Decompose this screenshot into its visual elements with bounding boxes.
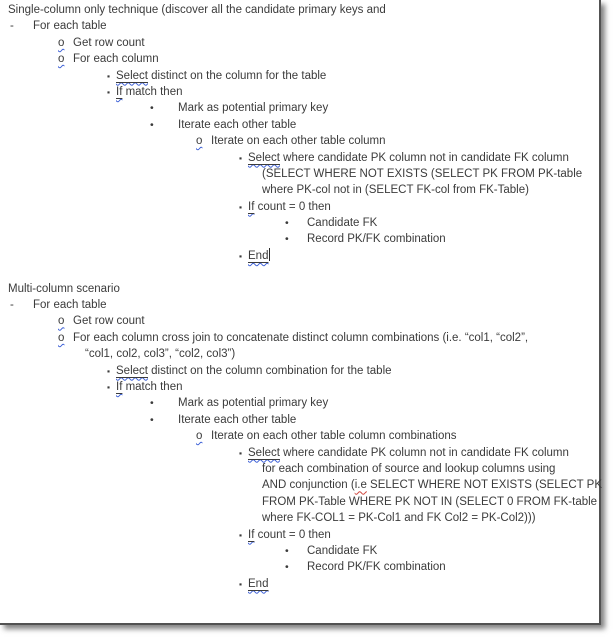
text-run: where candidate PK column not in candidate FK column: [279, 151, 569, 164]
text-run: Iterate each other table: [178, 413, 297, 426]
list-item[interactable]: [0, 395, 599, 411]
list-item[interactable]: [0, 330, 599, 346]
circle-bullet-icon: o: [58, 315, 65, 328]
keyword-text: If: [116, 380, 123, 393]
list-item[interactable]: [0, 576, 599, 592]
disc-bullet-icon: •: [285, 233, 289, 246]
underlined-keyword: [248, 447, 280, 459]
square-bullet-icon: ▪: [239, 578, 243, 589]
text-run: Iterate each other table: [178, 118, 297, 131]
disc-bullet-icon: •: [285, 561, 289, 574]
text-run: For each column: [73, 53, 159, 66]
dash-bullet-icon: -: [10, 299, 14, 312]
text-run: where candidate PK column not in candidate FK column: [279, 446, 569, 459]
circle-bullet-icon: o: [58, 36, 65, 49]
circle-bullet-icon: o: [58, 331, 65, 344]
text-run: match then: [122, 380, 183, 393]
text-run: Candidate FK: [307, 544, 378, 557]
square-bullet-icon: ▪: [239, 201, 243, 212]
text-run: Get row count: [73, 315, 145, 328]
disc-bullet-icon: •: [150, 118, 154, 131]
keyword-text: Select: [116, 69, 148, 82]
circle-bullet-icon: o: [196, 135, 203, 148]
square-bullet-icon: ▪: [239, 529, 243, 540]
underlined-keyword: [116, 70, 148, 82]
list-item[interactable]: [0, 543, 599, 559]
list-item[interactable]: [0, 35, 599, 51]
dash-bullet-icon: -: [10, 20, 14, 33]
list-item[interactable]: [0, 51, 599, 67]
misspelled-text: i.e: [354, 479, 367, 492]
text-run: where FK-COL1 = PK-Col1 and FK Col2 = PK-Col2))): [262, 512, 536, 525]
wrapped-text-line[interactable]: [0, 477, 603, 493]
text-run: Multi-column scenario: [8, 282, 120, 295]
disc-bullet-icon: •: [285, 544, 289, 557]
disc-bullet-icon: •: [150, 397, 154, 410]
text-run: count = 0 then: [254, 528, 331, 541]
text-run: Candidate FK: [307, 217, 378, 230]
list-item[interactable]: [0, 133, 599, 149]
text-run: SELECT WHERE NOT EXISTS (SELECT PK: [366, 479, 603, 492]
square-bullet-icon: ▪: [107, 86, 111, 97]
square-bullet-icon: ▪: [239, 152, 243, 163]
text-run: Single-column only technique (discover all the candidate primary keys and: [8, 4, 386, 16]
list-item[interactable]: [0, 231, 599, 247]
text-run: Mark as potential primary key: [178, 102, 329, 115]
text-run: Iterate on each other table column: [211, 135, 386, 148]
disc-bullet-icon: •: [150, 102, 154, 115]
keyword-text: If: [116, 85, 123, 98]
square-bullet-icon: ▪: [107, 70, 111, 81]
list-item[interactable]: [0, 363, 599, 379]
wrapped-text-line[interactable]: [0, 461, 599, 477]
wrapped-text-line[interactable]: [0, 166, 599, 182]
underlined-keyword: [248, 152, 280, 164]
list-item[interactable]: [0, 445, 599, 461]
list-item[interactable]: [0, 559, 599, 575]
text-run: match then: [122, 85, 183, 98]
wrapped-text-line[interactable]: [0, 494, 599, 510]
underlined-keyword: [248, 250, 268, 262]
text-run: Get row count: [73, 36, 145, 49]
keyword-text: End: [248, 577, 269, 590]
text-run: FROM PK-Table WHERE PK NOT IN (SELECT 0 FROM FK-table: [262, 495, 598, 508]
list-item[interactable]: [0, 428, 599, 444]
keyword-text: If: [248, 200, 255, 213]
text-run: for each combination of source and lookup columns using: [262, 462, 556, 475]
text-run: distinct on the column for the table: [147, 69, 327, 82]
underlined-keyword: [248, 578, 268, 590]
text-run: (SELECT WHERE NOT EXISTS (SELECT PK FROM PK-table: [262, 167, 583, 180]
list-item[interactable]: [0, 18, 599, 34]
text-run: AND conjunction (: [262, 479, 355, 492]
list-item[interactable]: [0, 313, 599, 329]
text-run: “col1, col2, col3”, “col2, col3”): [85, 348, 236, 361]
text-run: where PK-col not in (SELECT FK-col from FK-Table): [262, 184, 529, 197]
square-bullet-icon: ▪: [239, 250, 243, 261]
keyword-text: Select: [248, 446, 280, 459]
disc-bullet-icon: •: [150, 413, 154, 426]
list-item[interactable]: [0, 68, 599, 84]
list-item[interactable]: [0, 297, 599, 313]
wrapped-text-line[interactable]: [0, 346, 599, 362]
text-run: Iterate on each other table column combinations: [211, 430, 457, 443]
list-item[interactable]: [0, 527, 599, 543]
circle-bullet-icon: o: [196, 430, 203, 443]
text-run: count = 0 then: [254, 200, 331, 213]
disc-bullet-icon: •: [285, 217, 289, 230]
text-run: For each table: [33, 20, 107, 33]
square-bullet-icon: ▪: [107, 381, 111, 392]
list-item[interactable]: [0, 379, 599, 395]
text-run: For each column cross join to concatenate distinct column combinations (i.e. “col1, “col2”,: [73, 331, 529, 344]
text-cursor: [269, 248, 270, 261]
text-run: distinct on the column combination for the table: [147, 364, 392, 377]
wrapped-text-line[interactable]: [0, 182, 599, 198]
list-item[interactable]: [0, 215, 599, 231]
list-item[interactable]: [0, 100, 599, 116]
square-bullet-icon: ▪: [107, 365, 111, 376]
blank-line: [0, 264, 599, 280]
keyword-text: If: [248, 528, 255, 541]
list-item[interactable]: [0, 248, 599, 264]
square-bullet-icon: ▪: [239, 447, 243, 458]
text-run: For each table: [33, 299, 107, 312]
wrapped-text-line[interactable]: [0, 510, 599, 526]
keyword-text: End: [248, 249, 269, 262]
text-run: Mark as potential primary key: [178, 397, 329, 410]
keyword-text: Select: [248, 151, 280, 164]
text-run: Record PK/FK combination: [307, 233, 446, 246]
list-item[interactable]: [0, 199, 599, 215]
list-item[interactable]: [0, 117, 599, 133]
list-item[interactable]: [0, 281, 599, 297]
list-item[interactable]: [0, 84, 599, 100]
list-item[interactable]: [0, 2, 599, 18]
text-run: Record PK/FK combination: [307, 561, 446, 574]
list-item[interactable]: [0, 412, 599, 428]
keyword-text: Select: [116, 364, 148, 377]
underlined-keyword: [116, 365, 148, 377]
list-item[interactable]: [0, 150, 599, 166]
circle-bullet-icon: o: [58, 53, 65, 66]
